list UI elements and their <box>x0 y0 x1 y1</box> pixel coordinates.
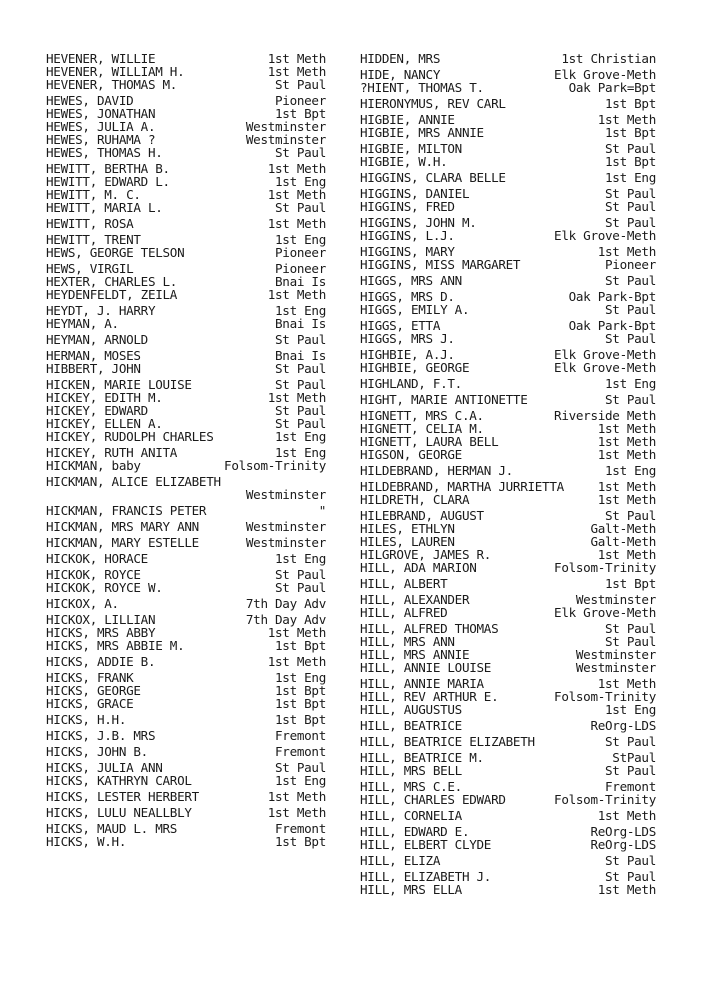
entry-church: St Paul <box>605 186 656 201</box>
entry-name: HEWITT, MARIA L. <box>46 200 163 215</box>
entry-church: St Paul <box>275 580 326 595</box>
entry-church: St Paul <box>275 145 326 160</box>
list-item <box>360 81 656 94</box>
entry-name: HICKOX, LILLIAN <box>46 612 156 627</box>
entry-church: Fremont <box>275 744 326 759</box>
list-item <box>46 745 326 758</box>
entry-church: 1st Meth <box>267 216 326 231</box>
entry-church: Bnai Is <box>275 274 326 289</box>
entry-name: HICKMAN, FRANCIS PETER <box>46 503 207 518</box>
list-item <box>46 504 326 517</box>
entry-name: HEYMAN, A. <box>46 316 119 331</box>
list-item <box>46 78 326 91</box>
entry-name: HILL, CHARLES EDWARD <box>360 792 506 807</box>
entry-church: St Paul <box>605 199 656 214</box>
entry-church: 1st Meth <box>267 187 326 202</box>
entry-name: HIGGINS, JOHN M. <box>360 215 477 230</box>
right-column <box>360 52 656 896</box>
entry-name: HIDDEN, MRS <box>360 51 441 66</box>
entry-church: Galt-Meth <box>590 521 656 536</box>
entry-name: HILL, ELBERT CLYDE <box>360 837 492 852</box>
entry-name: HICKEY, EDWARD <box>46 403 148 418</box>
entry-church: St Paul <box>275 361 326 376</box>
entry-church: 1st Bpt <box>605 96 656 111</box>
entry-name: HEYDENFELDT, ZEILA <box>46 287 178 302</box>
entry-church: 1st Meth <box>597 434 656 449</box>
list-item <box>360 155 656 168</box>
entry-name: HICKEY, RUTH ANITA <box>46 445 178 460</box>
entry-church: St Paul <box>275 200 326 215</box>
entry-name: HICKOK, HORACE <box>46 551 148 566</box>
entry-church: Folsom-Trinity <box>554 560 656 575</box>
entry-church: 1st Bpt <box>275 638 326 653</box>
entry-name: HIGGS, MRS J. <box>360 331 455 346</box>
list-item <box>360 171 656 184</box>
list-item <box>46 146 326 159</box>
entry-name: HICKS, GRACE <box>46 696 134 711</box>
entry-church: 1st Eng <box>605 376 656 391</box>
entry-name: HILDEBRAND, HERMAN J. <box>360 463 513 478</box>
entry-name: HICKS, MRS ABBIE M. <box>46 638 185 653</box>
list-item <box>46 536 326 549</box>
entry-church: 1st Eng <box>275 670 326 685</box>
entry-name: HICKEY, ELLEN A. <box>46 416 163 431</box>
entry-name: HEWITT, ROSA <box>46 216 134 231</box>
entry-name: HEXTER, CHARLES L. <box>46 274 178 289</box>
list-item <box>360 377 656 390</box>
list-item <box>360 200 656 213</box>
entry-name: HILL, MRS ELLA <box>360 882 462 897</box>
entry-church: 1st Meth <box>267 805 326 820</box>
entry-name: HILGROVE, JAMES R. <box>360 547 492 562</box>
entry-name: HILL, BEATRICE ELIZABETH <box>360 734 535 749</box>
list-item <box>46 333 326 346</box>
list-item <box>46 520 326 533</box>
entry-church: St Paul <box>605 302 656 317</box>
entry-name: HIGNETT, LAURA BELL <box>360 434 499 449</box>
entry-church: St Paul <box>275 332 326 347</box>
entry-church: Fremont <box>275 728 326 743</box>
entry-name: HILL, MRS ANN <box>360 634 455 649</box>
list-item <box>46 655 326 668</box>
entry-church: Riverside Meth <box>554 408 656 423</box>
entry-name: HICKS, LESTER HERBERT <box>46 789 199 804</box>
entry-name: HEYDT, J. HARRY <box>46 303 156 318</box>
entry-name: HEWITT, M. C. <box>46 187 141 202</box>
entry-church: Fremont <box>605 779 656 794</box>
entry-name: HEWES, THOMAS H. <box>46 145 163 160</box>
list-item <box>360 52 656 65</box>
entry-name: HERMAN, MOSES <box>46 348 141 363</box>
entry-name: HEWS, GEORGE TELSON <box>46 245 185 260</box>
entry-name: HICKMAN, MARY ESTELLE <box>46 535 199 550</box>
list-item <box>360 274 656 287</box>
entry-church: Elk Grove-Meth <box>554 360 656 375</box>
entry-church: 1st Meth <box>267 789 326 804</box>
entry-church: Westminster <box>245 119 326 134</box>
entry-church: ReOrg-LDS <box>590 837 656 852</box>
entry-church: StPaul <box>612 750 656 765</box>
entry-name: HICKEY, RUDOLPH CHARLES <box>46 429 214 444</box>
entry-name: HILL, BEATRICE M. <box>360 750 484 765</box>
entry-name: HIGBIE, W.H. <box>360 154 448 169</box>
entry-church: 1st Bpt <box>275 712 326 727</box>
entry-church: " <box>318 503 326 518</box>
entry-church: Elk Grove-Meth <box>554 67 656 82</box>
entry-church: 1st Eng <box>275 429 326 444</box>
entry-name: HICKS, JOHN B. <box>46 744 148 759</box>
entry-church: Westminster <box>575 647 656 662</box>
entry-church: Oak Park=Bpt <box>568 80 656 95</box>
entry-name: HICKOK, ROYCE W. <box>46 580 163 595</box>
entry-church: 1st Bpt <box>275 696 326 711</box>
entry-church: Folsom-Trinity <box>224 458 326 473</box>
list-item <box>46 581 326 594</box>
entry-name: HICKS, GEORGE <box>46 683 141 698</box>
entry-name: HIGGINS, FRED <box>360 199 455 214</box>
list-item <box>360 448 656 461</box>
entry-church: 1st Bpt <box>275 834 326 849</box>
entry-name: HIGBIE, ANNIE <box>360 112 455 127</box>
entry-name: HILES, ETHLYN <box>360 521 455 536</box>
entry-name: HICKOX, A. <box>46 596 119 611</box>
entry-church: 1st Meth <box>267 161 326 176</box>
entry-name: HEWES, JONATHAN <box>46 106 156 121</box>
entry-name: HEWES, JULIA A. <box>46 119 156 134</box>
entry-church: St Paul <box>605 215 656 230</box>
entry-church: 1st Meth <box>597 676 656 691</box>
entry-name: HIGGS, MRS D. <box>360 289 455 304</box>
list-item <box>46 774 326 787</box>
entry-church: St Paul <box>605 621 656 636</box>
list-item <box>360 577 656 590</box>
entry-church: Oak Park-Bpt <box>568 318 656 333</box>
list-item <box>360 361 656 374</box>
entry-church: St Paul <box>605 392 656 407</box>
entry-name: HEWS, VIRGIL <box>46 261 134 276</box>
list-item <box>46 729 326 742</box>
list-item <box>360 303 656 316</box>
entry-name: HIGGINS, L.J. <box>360 228 455 243</box>
entry-name: HICKS, J.B. MRS <box>46 728 156 743</box>
entry-church: 1st Bpt <box>605 154 656 169</box>
entry-name: HIGGS, ETTA <box>360 318 441 333</box>
entry-church: 1st Eng <box>605 463 656 478</box>
entry-church: St Paul <box>605 331 656 346</box>
entry-church: Pioneer <box>275 93 326 108</box>
entry-church: 1st Meth <box>267 64 326 79</box>
entry-church: 1st Meth <box>267 625 326 640</box>
entry-name: HIGHBIE, GEORGE <box>360 360 470 375</box>
entry-name: HEWITT, TRENT <box>46 232 141 247</box>
entry-church: Pioneer <box>275 261 326 276</box>
entry-name: HEWITT, BERTHA B. <box>46 161 170 176</box>
entry-name: HIGNETT, CELIA M. <box>360 421 484 436</box>
entry-church: 1st Meth <box>597 808 656 823</box>
list-item <box>46 362 326 375</box>
entry-name: HILL, MRS BELL <box>360 763 462 778</box>
entry-name: HEVENER, WILLIAM H. <box>46 64 185 79</box>
list-item <box>360 393 656 406</box>
entry-church: 1st Meth <box>597 421 656 436</box>
entry-name: HICKS, KATHRYN CAROL <box>46 773 192 788</box>
entry-name: HIGGINS, DANIEL <box>360 186 470 201</box>
entry-church: St Paul <box>605 508 656 523</box>
entry-name: HICKS, MRS ABBY <box>46 625 156 640</box>
entry-church: St Paul <box>605 853 656 868</box>
entry-church: Westminster <box>575 592 656 607</box>
entry-name: HILL, ELIZA <box>360 853 441 868</box>
entry-church: 1st Eng <box>275 303 326 318</box>
list-item <box>360 561 656 574</box>
list-item <box>360 332 656 345</box>
entry-church: Westminster <box>575 660 656 675</box>
entry-name: HILL, BEATRICE <box>360 718 462 733</box>
list-item <box>360 793 656 806</box>
entry-name: HEWITT, EDWARD L. <box>46 174 170 189</box>
list-item <box>360 258 656 271</box>
entry-church: ReOrg-LDS <box>590 718 656 733</box>
entry-church: Elk Grove-Meth <box>554 347 656 362</box>
entry-church: 1st Meth <box>267 51 326 66</box>
entry-church: 1st Bpt <box>275 106 326 121</box>
entry-church: 1st Meth <box>597 447 656 462</box>
entry-name: HILL, MRS ANNIE <box>360 647 470 662</box>
entry-name: HEVENER, THOMAS M. <box>46 77 178 92</box>
entry-church: 1st Meth <box>597 112 656 127</box>
entry-church: Westminster <box>245 535 326 550</box>
entry-church: 1st Eng <box>275 551 326 566</box>
entry-name: HIBBERT, JOHN <box>46 361 141 376</box>
entry-church: Oak Park-Bpt <box>568 289 656 304</box>
entry-name: HILL, REV ARTHUR E. <box>360 689 499 704</box>
entry-church: St Paul <box>605 273 656 288</box>
list-item <box>360 229 656 242</box>
list-item <box>360 764 656 777</box>
entry-church: Galt-Meth <box>590 534 656 549</box>
entry-church: ReOrg-LDS <box>590 824 656 839</box>
entry-church: 1st Eng <box>605 170 656 185</box>
list-item <box>46 317 326 330</box>
entry-name: HICKS, LULU NEALLBLY <box>46 805 192 820</box>
entry-name: HILDRETH, CLARA <box>360 492 470 507</box>
entry-church: 7th Day Adv <box>245 596 326 611</box>
entry-church: 1st Meth <box>597 882 656 897</box>
entry-name: HILES, LAUREN <box>360 534 455 549</box>
entry-name: ?HIENT, THOMAS T. <box>360 80 484 95</box>
list-item <box>46 552 326 565</box>
entry-name: HICKS, MAUD L. MRS <box>46 821 178 836</box>
list-item <box>46 597 326 610</box>
entry-name: HILL, ADA MARION <box>360 560 477 575</box>
entry-church: Westminster <box>245 487 326 502</box>
list-item <box>360 719 656 732</box>
entry-name: HICKMAN, ALICE ELIZABETH <box>46 474 221 489</box>
entry-name: HEWES, DAVID <box>46 93 134 108</box>
entry-name: HIGGINS, CLARA BELLE <box>360 170 506 185</box>
entry-name: HICKS, ADDIE B. <box>46 654 156 669</box>
entry-church: 1st Eng <box>275 232 326 247</box>
entry-church: St Paul <box>275 416 326 431</box>
entry-church: St Paul <box>605 141 656 156</box>
entry-church: 1st Eng <box>605 702 656 717</box>
entry-church: Elk Grove-Meth <box>554 605 656 620</box>
entry-church: St Paul <box>275 77 326 92</box>
entry-name: HICKEN, MARIE LOUISE <box>46 377 192 392</box>
list-item <box>360 493 656 506</box>
entry-church: 1st Meth <box>597 547 656 562</box>
entry-name: HILL, ALEXANDER <box>360 592 470 607</box>
left-column <box>46 52 326 848</box>
list-item <box>360 838 656 851</box>
list-item <box>46 713 326 726</box>
entry-name: HIGSON, GEORGE <box>360 447 462 462</box>
entry-name: HIGNETT, MRS C.A. <box>360 408 484 423</box>
entry-name: HEYMAN, ARNOLD <box>46 332 148 347</box>
entry-name: HIGBIE, MRS ANNIE <box>360 125 484 140</box>
list-item <box>360 126 656 139</box>
entry-name: HIERONYMUS, REV CARL <box>360 96 506 111</box>
entry-name: HICKMAN, MRS MARY ANN <box>46 519 199 534</box>
entry-church: St Paul <box>605 763 656 778</box>
entry-church: Folsom-Trinity <box>554 689 656 704</box>
entry-church: Fremont <box>275 821 326 836</box>
list-item <box>360 854 656 867</box>
list-item <box>46 806 326 819</box>
entry-name: HILL, AUGUSTUS <box>360 702 462 717</box>
entry-name: HILL, ALFRED THOMAS <box>360 621 499 636</box>
list-item <box>46 217 326 230</box>
entry-name: HILL, ANNIE LOUISE <box>360 660 492 675</box>
entry-church: 1st Christian <box>561 51 656 66</box>
list-item <box>46 246 326 259</box>
entry-church: St Paul <box>605 634 656 649</box>
entry-church: 1st Eng <box>275 174 326 189</box>
list-item <box>46 835 326 848</box>
entry-church: 7th Day Adv <box>245 612 326 627</box>
list-item <box>46 639 326 652</box>
list-item <box>46 459 326 472</box>
entry-name: HIGBIE, MILTON <box>360 141 462 156</box>
entry-name: HICKOK, ROYCE <box>46 567 141 582</box>
entry-name: HILL, ALFRED <box>360 605 448 620</box>
entry-name: HICKS, H.H. <box>46 712 127 727</box>
entry-name: HIGGS, MRS ANN <box>360 273 462 288</box>
entry-name: HILL, MRS C.E. <box>360 779 462 794</box>
entry-church: St Paul <box>275 567 326 582</box>
list-item <box>46 488 326 501</box>
list-item <box>360 809 656 822</box>
entry-church: Folsom-Trinity <box>554 792 656 807</box>
entry-church: 1st Meth <box>267 390 326 405</box>
entry-church: Westminster <box>245 132 326 147</box>
entry-church: 1st Bpt <box>275 683 326 698</box>
list-item <box>360 661 656 674</box>
entry-church: St Paul <box>275 403 326 418</box>
entry-name: HILL, CORNELIA <box>360 808 462 823</box>
entry-church: 1st Eng <box>275 445 326 460</box>
entry-name: HIGGINS, MARY <box>360 244 455 259</box>
list-item <box>360 883 656 896</box>
entry-name: HIGGINS, MISS MARGARET <box>360 257 521 272</box>
entry-church: Bnai Is <box>275 348 326 363</box>
entry-name: HILL, ANNIE MARIA <box>360 676 484 691</box>
list-item <box>360 703 656 716</box>
entry-church: St Paul <box>605 734 656 749</box>
list-item <box>46 288 326 301</box>
entry-name: HEVENER, WILLIE <box>46 51 156 66</box>
entry-name: HILL, EDWARD E. <box>360 824 470 839</box>
entry-name: HIGHBIE, A.J. <box>360 347 455 362</box>
list-item <box>46 697 326 710</box>
entry-church: 1st Meth <box>267 287 326 302</box>
entry-church: 1st Meth <box>597 479 656 494</box>
entry-church: St Paul <box>275 377 326 392</box>
entry-name: HICKS, W.H. <box>46 834 127 849</box>
entry-name: HILEBRAND, AUGUST <box>360 508 484 523</box>
entry-name: HILL, ELIZABETH J. <box>360 869 492 884</box>
entry-church: Pioneer <box>275 245 326 260</box>
entry-church: St Paul <box>605 869 656 884</box>
entry-church: 1st Meth <box>597 244 656 259</box>
entry-name: HICKS, JULIA ANN <box>46 760 163 775</box>
list-item <box>360 606 656 619</box>
entry-name: HILDEBRAND, MARTHA JURRIETTA <box>360 479 564 494</box>
entry-name: HICKEY, EDITH M. <box>46 390 163 405</box>
entry-church: 1st Bpt <box>605 576 656 591</box>
entry-church: Elk Grove-Meth <box>554 228 656 243</box>
entry-church: St Paul <box>275 760 326 775</box>
entry-church: 1st Bpt <box>605 125 656 140</box>
entry-church: 1st Meth <box>597 492 656 507</box>
entry-church: Pioneer <box>605 257 656 272</box>
list-item <box>360 464 656 477</box>
entry-name: HEWES, RUHAMA ? <box>46 132 156 147</box>
entry-church: 1st Eng <box>275 773 326 788</box>
entry-church: Bnai Is <box>275 316 326 331</box>
entry-name: HICKMAN, baby <box>46 458 141 473</box>
entry-name: HIGHT, MARIE ANTIONETTE <box>360 392 528 407</box>
entry-church: 1st Meth <box>267 654 326 669</box>
list-item <box>46 430 326 443</box>
list-item <box>360 735 656 748</box>
entry-name: HILL, ALBERT <box>360 576 448 591</box>
entry-church: Westminster <box>245 519 326 534</box>
list-item <box>46 201 326 214</box>
list-item <box>360 97 656 110</box>
list-item <box>46 790 326 803</box>
entry-name: HIDE, NANCY <box>360 67 441 82</box>
entry-name: HIGGS, EMILY A. <box>360 302 470 317</box>
entry-name: HICKS, FRANK <box>46 670 134 685</box>
entry-name: HIGHLAND, F.T. <box>360 376 462 391</box>
